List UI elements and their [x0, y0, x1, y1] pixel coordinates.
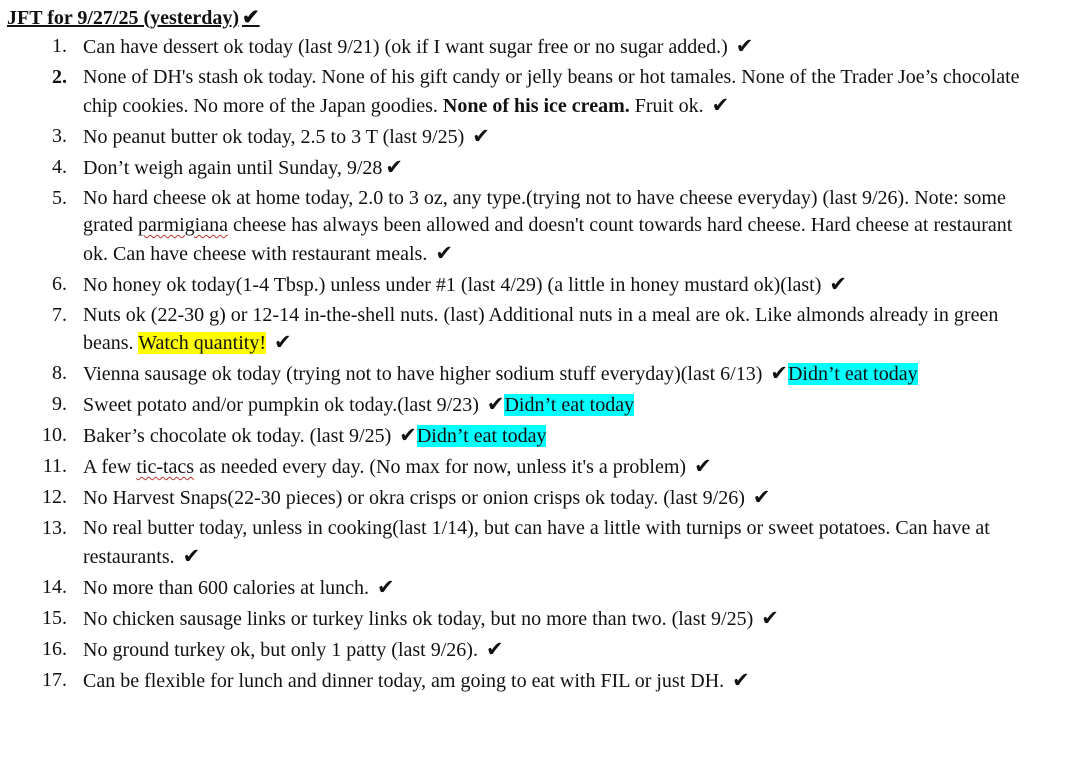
item-number: 12. [42, 486, 67, 508]
item-number: 9. [52, 393, 67, 415]
item-text: No peanut butter ok today, 2.5 to 3 T (last 9/25) [83, 125, 470, 148]
checkmark-icon: ✔ [273, 330, 292, 354]
item-number: 6. [52, 272, 67, 295]
checkmark-icon: ✔ [385, 154, 404, 179]
list-item [0, 64, 1080, 120]
checkmark-icon: ✔ [399, 423, 417, 447]
checkmark-icon: ✔ [752, 485, 771, 509]
item-text-tail: Fruit ok. [629, 94, 709, 117]
checkmark-icon: ✔ [485, 636, 504, 661]
highlight-yellow: Watch quantity! [138, 332, 266, 354]
spellcheck-word: parmigiana [137, 214, 228, 236]
item-text: A few [83, 456, 137, 478]
item-number: 2. [52, 66, 67, 88]
list-item [0, 574, 1080, 603]
item-text: Sweet potato and/or pumpkin ok today.(last 9/23) [83, 394, 484, 416]
list-item [0, 667, 1080, 696]
checkmark-icon: ✔ [472, 123, 490, 148]
item-text: No ground turkey ok, but only 1 patty (last 9/26). [83, 638, 483, 661]
checkmark-icon: ✔ [732, 667, 750, 692]
item-text: No honey ok today(1-4 Tbsp.) unless under #1 (last 4/29) (a little in honey mustard ok)(last) [83, 273, 827, 296]
item-number: 16. [42, 637, 67, 660]
checkmark-icon: ✔ [182, 543, 201, 568]
list-item [0, 271, 1080, 300]
item-text: Can have dessert ok today (last 9/21) (ok if I want sugar free or no sugar added.) [83, 36, 733, 58]
list-item [0, 515, 1080, 571]
list-item [0, 484, 1080, 513]
list-item [0, 391, 1080, 420]
item-text: Don’t weigh again until Sunday, 9/28 [83, 156, 383, 179]
item-number: 4. [52, 155, 67, 178]
spellcheck-word: tic-tacs [136, 456, 195, 478]
list-item [0, 453, 1080, 482]
list-item [0, 123, 1080, 152]
item-number: 17. [42, 668, 67, 691]
highlight-cyan-note: Didn’t eat today [787, 363, 918, 385]
item-text-tail: as needed every day. (No max for now, unless it's a problem) [194, 456, 692, 478]
item-number: 15. [42, 606, 67, 629]
checkmark-icon: ✔ [377, 574, 395, 599]
item-text: None of DH's stash ok today. None of his gift candy or jelly beans or hot tamales. None of the Trader Joe’s chocolate chip cookies. No more of the Japan goodies. [83, 66, 1020, 117]
item-number: 1. [52, 35, 67, 57]
list-item [0, 636, 1080, 665]
title-text: JFT for 9/27/25 (yesterday) [7, 7, 240, 29]
list-item [0, 185, 1080, 269]
item-text: No real butter today, unless in cooking(last 1/14), but can have a little with turnips or sweet potatoes. Can have at restaurants. [83, 517, 990, 568]
item-number: 8. [52, 362, 67, 384]
food-rules-list [0, 33, 1080, 695]
highlight-cyan-note: Didn’t eat today [504, 394, 635, 416]
list-item [0, 605, 1080, 634]
item-number: 11. [42, 455, 67, 477]
item-text: No Harvest Snaps(22-30 pieces) or okra crisps or onion crisps ok today. (last 9/26) [83, 487, 750, 509]
item-bold-text: None of his ice cream. [442, 94, 630, 117]
item-text: No more than 600 calories at lunch. [83, 576, 375, 599]
item-number: 3. [52, 124, 67, 147]
item-text-tail [266, 332, 271, 354]
checkmark-icon: ✔ [486, 392, 505, 416]
checkmark-icon: ✔ [770, 361, 788, 385]
list-item [0, 302, 1080, 358]
item-text-tail: cheese has always been allowed and doesn't count towards hard cheese. Hard cheese at restaurant ok. Can have cheese with restaurant meals. [83, 214, 1013, 265]
checkmark-icon: ✔ [761, 605, 779, 630]
item-number: 5. [52, 186, 67, 209]
checkmark-icon: ✔ [735, 34, 754, 58]
item-text: Vienna sausage ok today (trying not to have higher sodium stuff everyday)(last 6/13) [83, 363, 768, 385]
page-title [7, 5, 260, 30]
list-item [0, 33, 1080, 62]
item-number: 7. [52, 303, 67, 326]
item-text: No chicken sausage links or turkey links ok today, but no more than two. (last 9/25) [83, 607, 759, 630]
checkmark-icon: ✔ [829, 271, 847, 296]
item-number: 14. [42, 575, 67, 598]
list-item [0, 422, 1080, 451]
item-number: 10. [42, 424, 67, 446]
highlight-cyan-note: Didn’t eat today [416, 425, 547, 447]
checkmark-icon: ✔ [711, 92, 730, 117]
checkmark-icon: ✔ [242, 5, 260, 29]
item-number: 13. [42, 517, 67, 539]
item-text: Baker’s chocolate ok today. (last 9/25) [83, 425, 397, 447]
checkmark-icon: ✔ [694, 454, 712, 478]
item-text: Nuts ok (22-30 g) or 12-14 in-the-shell nuts. (last) Additional nuts in a meal are ok. Like almonds already in green beans. [83, 303, 999, 354]
item-text: Can be flexible for lunch and dinner today, am going to eat with FIL or just DH. [83, 669, 730, 692]
list-item [0, 154, 1080, 183]
item-text: No hard cheese ok at home today, 2.0 to 3 oz, any type.(trying not to have cheese everyday) (last 9/26). Note: some grated [83, 186, 1006, 236]
list-item [0, 360, 1080, 389]
checkmark-icon: ✔ [435, 240, 453, 265]
